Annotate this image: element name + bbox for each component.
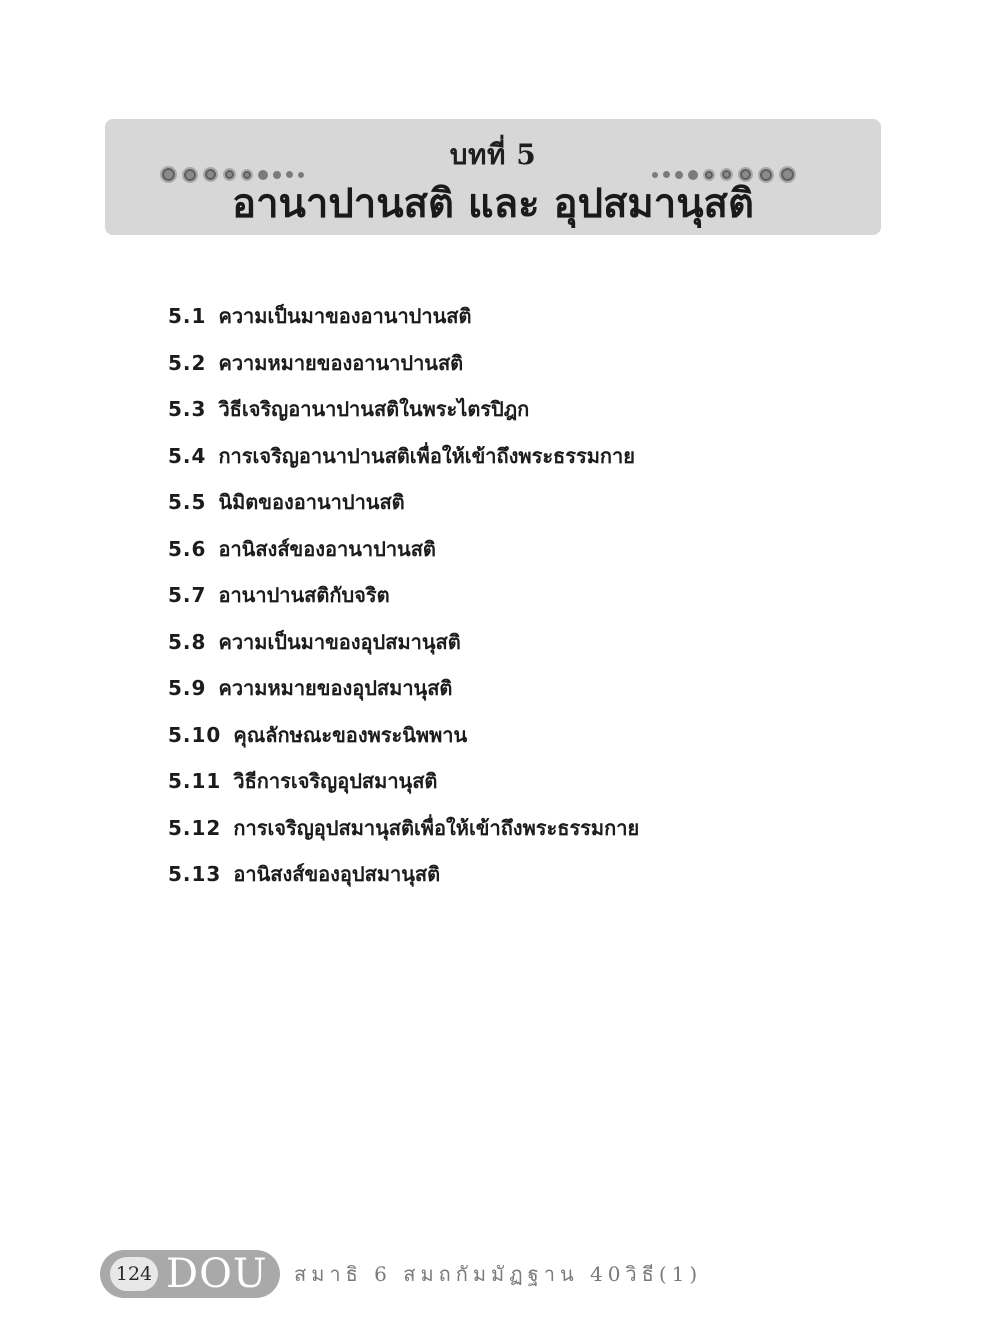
toc-item-number: 5.13 xyxy=(168,862,222,887)
toc-item xyxy=(168,619,928,666)
toc-item xyxy=(168,851,928,898)
toc-item-number: 5.11 xyxy=(168,769,222,794)
toc-item-label: ความเป็นมาของอานาปานสติ xyxy=(218,304,472,329)
toc-item-label: ความหมายของอานาปานสติ xyxy=(218,350,464,375)
toc-item xyxy=(168,386,928,433)
toc-item-number: 5.5 xyxy=(168,490,207,515)
toc-item-number: 5.9 xyxy=(168,676,207,701)
toc-item xyxy=(168,293,928,340)
toc-item xyxy=(168,479,928,526)
toc-item-label: การเจริญอุปสมานุสติเพื่อให้เข้าถึงพระธรรมกาย xyxy=(233,815,640,840)
chapter-number: บทที่ 5 xyxy=(449,138,537,171)
toc-item-label: นิมิตของอานาปานสติ xyxy=(218,490,405,515)
toc-item-number: 5.1 xyxy=(168,304,207,329)
toc-item-label: อานิสงส์ของอานาปานสติ xyxy=(218,536,436,561)
book-title: สมาธิ 6 สมถกัมมัฏฐาน 40วิธี(1) xyxy=(294,1262,703,1286)
toc-item-label: คุณลักษณะของพระนิพพาน xyxy=(233,722,468,747)
toc-item-number: 5.8 xyxy=(168,629,207,654)
chapter-banner xyxy=(105,119,881,235)
toc-item xyxy=(168,526,928,573)
toc-item-label: อานิสงส์ของอุปสมานุสติ xyxy=(233,862,441,887)
toc-item xyxy=(168,433,928,480)
table-of-contents xyxy=(168,293,928,898)
toc-item xyxy=(168,805,928,852)
dou-logo: DOU xyxy=(166,1251,268,1297)
toc-item-label: ความหมายของอุปสมานุสติ xyxy=(218,676,453,701)
toc-item-label: ความเป็นมาของอุปสมานุสติ xyxy=(218,629,461,654)
footer-badge xyxy=(100,1250,280,1298)
toc-item-number: 5.6 xyxy=(168,536,207,561)
toc-item-number: 5.2 xyxy=(168,350,207,375)
toc-item-number: 5.3 xyxy=(168,397,207,422)
toc-item-number: 5.7 xyxy=(168,583,207,608)
chapter-title: อานาปานสติ และ อุปสมานุสติ xyxy=(232,181,754,227)
toc-item-label: วิธีการเจริญอุปสมานุสติ xyxy=(233,769,438,794)
toc-item xyxy=(168,572,928,619)
toc-item-label: วิธีเจริญอานาปานสติในพระไตรปิฎก xyxy=(218,397,530,422)
toc-item xyxy=(168,758,928,805)
toc-item xyxy=(168,340,928,387)
toc-item xyxy=(168,665,928,712)
toc-item-number: 5.12 xyxy=(168,815,222,840)
toc-item-number: 5.4 xyxy=(168,443,207,468)
toc-item-label: การเจริญอานาปานสติเพื่อให้เข้าถึงพระธรรมกาย xyxy=(218,443,635,468)
toc-item-number: 5.10 xyxy=(168,722,222,747)
page-footer xyxy=(100,1250,702,1298)
page-number: 124 xyxy=(110,1257,158,1291)
toc-item-label: อานาปานสติกับจริต xyxy=(218,583,390,608)
toc-item xyxy=(168,712,928,759)
